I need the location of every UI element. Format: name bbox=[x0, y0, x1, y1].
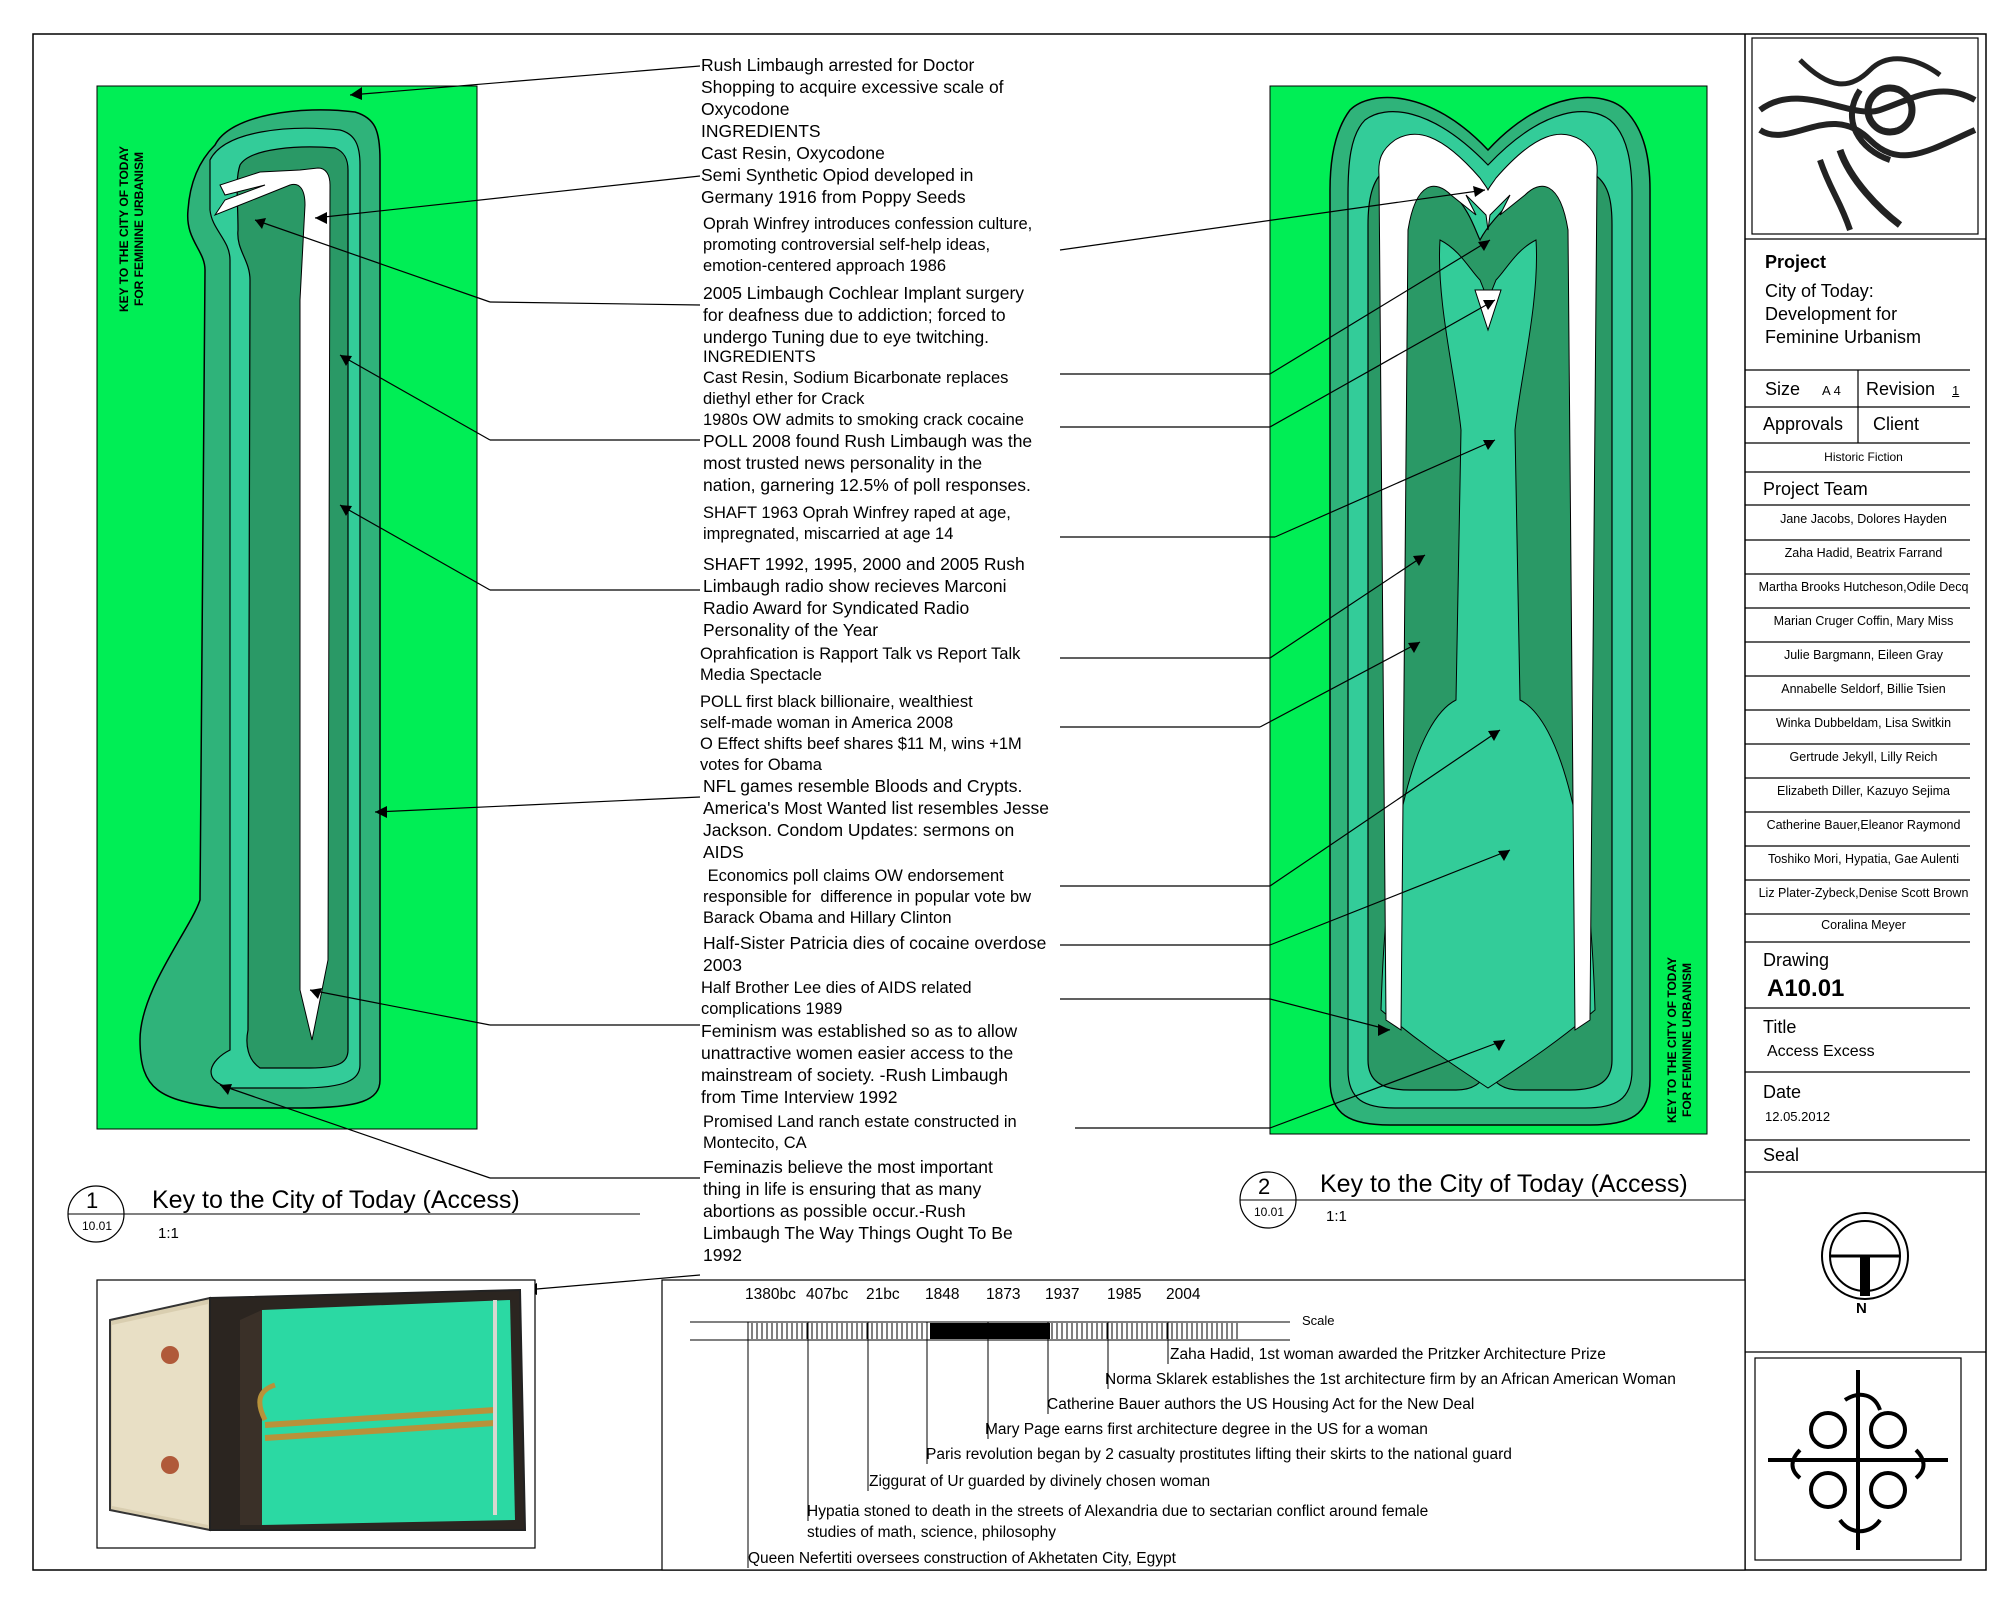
date-label: Date bbox=[1763, 1082, 1802, 1102]
vertical-label-line-1: KEY TO THE CITY OF TODAY bbox=[117, 145, 131, 312]
project-team-member: Toshiko Mori, Hypatia, Gae Aulenti bbox=[1767, 852, 1960, 866]
timeline-year: 1873 bbox=[986, 1286, 1021, 1303]
annotation-line: O Effect shifts beef shares $11 M, wins +1M bbox=[700, 735, 1022, 753]
annotation-line: Limbaugh radio show recieves Marconi bbox=[703, 576, 1007, 596]
annotation-block bbox=[703, 1112, 1103, 1154]
project-team-member: Liz Plater-Zybeck,Denise Scott Brown bbox=[1758, 886, 1969, 900]
annotation-block bbox=[703, 282, 1103, 348]
timeline-year: 1380bc bbox=[745, 1286, 796, 1303]
project-team-member: Coralina Meyer bbox=[1821, 918, 1906, 932]
annotation-line: NFL games resemble Bloods and Crypts. bbox=[703, 776, 1023, 796]
timeline-event: studies of math, science, philosophy bbox=[807, 1524, 1056, 1541]
annotation-line: Germany 1916 from Poppy Seeds bbox=[701, 187, 966, 207]
left-vertical-label bbox=[117, 146, 147, 312]
timeline-scale-label: Scale bbox=[1302, 1313, 1335, 1328]
annotation-line: Limbaugh The Way Things Ought To Be bbox=[703, 1223, 1013, 1243]
annotation-line: Rush Limbaugh arrested for Doctor bbox=[701, 55, 975, 75]
annotation-line: SHAFT 1963 Oprah Winfrey raped at age, bbox=[703, 504, 1011, 522]
view-1-number: 1 bbox=[86, 1188, 99, 1213]
size-value: A 4 bbox=[1822, 383, 1841, 398]
project-team-member: Marian Cruger Coffin, Mary Miss bbox=[1773, 614, 1954, 628]
annotation-line: Cast Resin, Oxycodone bbox=[701, 143, 885, 163]
annotation-line: nation, garnering 12.5% of poll responses. bbox=[703, 475, 1031, 495]
vertical-label-line-1: KEY TO THE CITY OF TODAY bbox=[1665, 956, 1679, 1123]
view-1-title: Key to the City of Today (Access) bbox=[152, 1186, 520, 1214]
project-team-member: Annabelle Seldorf, Billie Tsien bbox=[1781, 682, 1946, 696]
north-label: N bbox=[1856, 1300, 1867, 1317]
view-2-number: 2 bbox=[1258, 1174, 1271, 1199]
view-1-scale: 1:1 bbox=[158, 1225, 179, 1242]
project-name-line-1: City of Today: bbox=[1765, 281, 1874, 301]
timeline-year: 1985 bbox=[1107, 1286, 1142, 1303]
drawing-label: Drawing bbox=[1763, 950, 1830, 970]
annotation-line: AIDS bbox=[703, 842, 744, 862]
annotation-line: impregnated, miscarried at age 14 bbox=[703, 525, 954, 543]
annotation-line: undergo Tuning due to eye twitching. bbox=[703, 327, 990, 347]
annotation-line: Oprah Winfrey introduces confession culture, bbox=[703, 215, 1033, 233]
annotation-block bbox=[703, 775, 1103, 863]
annotation-line: responsible for difference in popular vote bw bbox=[703, 888, 1032, 906]
project-label: Project bbox=[1765, 252, 1827, 272]
annotation-block bbox=[703, 430, 1103, 496]
case-photo bbox=[97, 1280, 535, 1548]
annotation-block bbox=[703, 866, 1103, 929]
annotation-line: votes for Obama bbox=[700, 756, 822, 774]
size-label: Size bbox=[1765, 379, 1801, 399]
timeline-year: 21bc bbox=[866, 1286, 900, 1303]
timeline-event: Norma Sklarek establishes the 1st architecture firm by an African American Woman bbox=[1105, 1371, 1676, 1388]
vertical-label-line-2: FOR FEMININE URBANISM bbox=[132, 151, 146, 306]
timeline-event: Ziggurat of Ur guarded by divinely chosen woman bbox=[869, 1473, 1211, 1490]
date-value: 12.05.2012 bbox=[1765, 1109, 1831, 1124]
annotation-line: 2005 Limbaugh Cochlear Implant surgery bbox=[703, 283, 1025, 303]
view-2-ref: 10.01 bbox=[1254, 1205, 1285, 1219]
annotation-line: unattractive women easier access to the bbox=[701, 1043, 1014, 1063]
timeline-event: Paris revolution began by 2 casualty prostitutes lifting their skirts to the national guard bbox=[926, 1446, 1512, 1463]
seal-label: Seal bbox=[1763, 1145, 1800, 1165]
right-vertical-label bbox=[1665, 957, 1695, 1123]
client-label: Client bbox=[1873, 414, 1920, 434]
annotation-line: mainstream of society. -Rush Limbaugh bbox=[701, 1065, 1009, 1085]
project-team-member: Zaha Hadid, Beatrix Farrand bbox=[1784, 546, 1943, 560]
annotation-block bbox=[703, 214, 1103, 277]
annotation-line: emotion-centered approach 1986 bbox=[703, 257, 947, 275]
annotation-line: 2003 bbox=[703, 955, 742, 975]
annotation-line: thing in life is ensuring that as many bbox=[703, 1179, 982, 1199]
annotation-line: Promised Land ranch estate constructed in bbox=[703, 1113, 1017, 1131]
project-team-member: Catherine Bauer,Eleanor Raymond bbox=[1766, 818, 1961, 832]
annotation-line: Half-Sister Patricia dies of cocaine overdose bbox=[703, 933, 1047, 953]
revision-label: Revision bbox=[1866, 379, 1936, 399]
timeline-event: Mary Page earns first architecture degree in the US for a woman bbox=[985, 1421, 1428, 1438]
annotation-line: Radio Award for Syndicated Radio bbox=[703, 598, 970, 618]
annotation-block bbox=[703, 932, 1103, 976]
timeline-year: 407bc bbox=[806, 1286, 849, 1303]
annotation-line: POLL 2008 found Rush Limbaugh was the bbox=[703, 431, 1033, 451]
timeline-event: Zaha Hadid, 1st woman awarded the Pritzker Architecture Prize bbox=[1170, 1346, 1606, 1363]
annotation-line: Half Brother Lee dies of AIDS related bbox=[701, 979, 972, 997]
annotation-line: self-made woman in America 2008 bbox=[700, 714, 954, 732]
project-team-member: Elizabeth Diller, Kazuyo Sejima bbox=[1777, 784, 1950, 798]
annotation-line: Oprahfication is Rapport Talk vs Report Talk bbox=[700, 645, 1021, 663]
annotation-block bbox=[703, 503, 1103, 545]
annotation-block bbox=[703, 1156, 1103, 1266]
drawing-number: A10.01 bbox=[1767, 975, 1845, 1002]
project-name-line-3: Feminine Urbanism bbox=[1765, 327, 1922, 347]
annotation-line: promoting controversial self-help ideas, bbox=[703, 236, 991, 254]
annotation-line: Semi Synthetic Opiod developed in bbox=[701, 165, 974, 185]
timeline-year: 1848 bbox=[925, 1286, 960, 1303]
annotation-line: Montecito, CA bbox=[703, 1134, 807, 1152]
annotation-block bbox=[701, 1020, 1101, 1108]
vertical-label-line-2: FOR FEMININE URBANISM bbox=[1680, 962, 1694, 1117]
annotation-line: INGREDIENTS bbox=[701, 121, 821, 141]
project-team-member: Martha Brooks Hutcheson,Odile Decq bbox=[1758, 580, 1969, 594]
annotation-line: Personality of the Year bbox=[703, 620, 879, 640]
annotation-line: America's Most Wanted list resembles Jesse bbox=[703, 798, 1049, 818]
annotation-block bbox=[701, 54, 1101, 208]
annotation-line: Barack Obama and Hillary Clinton bbox=[703, 909, 952, 927]
annotation-block bbox=[703, 553, 1103, 641]
annotation-line: diethyl ether for Crack bbox=[703, 390, 865, 408]
title-value: Access Excess bbox=[1767, 1043, 1875, 1060]
north-arrow-icon bbox=[1822, 1213, 1908, 1299]
timeline-year: 1937 bbox=[1045, 1286, 1080, 1303]
annotation-line: INGREDIENTS bbox=[703, 348, 816, 366]
annotation-line: 1992 bbox=[703, 1245, 742, 1265]
right-key-drawing bbox=[1330, 98, 1650, 1125]
annotation-block bbox=[703, 347, 1103, 431]
annotation-line: POLL first black billionaire, wealthiest bbox=[700, 693, 973, 711]
timeline-event: Queen Nefertiti oversees construction of Akhetaten City, Egypt bbox=[748, 1550, 1176, 1567]
annotation-block bbox=[700, 644, 1100, 686]
view-2-title: Key to the City of Today (Access) bbox=[1320, 1170, 1688, 1198]
annotation-line: Feminazis believe the most important bbox=[703, 1157, 993, 1177]
annotation-line: from Time Interview 1992 bbox=[701, 1087, 898, 1107]
annotation-line: abortions as possible occur.-Rush bbox=[703, 1201, 966, 1221]
project-team-member: Jane Jacobs, Dolores Hayden bbox=[1780, 512, 1947, 526]
annotation-line: Cast Resin, Sodium Bicarbonate replaces bbox=[703, 369, 1009, 387]
timeline-event: Hypatia stoned to death in the streets of Alexandria due to sectarian conflict around female bbox=[807, 1503, 1429, 1520]
title-label: Title bbox=[1763, 1017, 1797, 1037]
approvals-label: Approvals bbox=[1763, 414, 1844, 434]
annotation-line: 1980s OW admits to smoking crack cocaine bbox=[703, 411, 1024, 429]
timeline-year: 2004 bbox=[1166, 1286, 1201, 1303]
project-team-member: Julie Bargmann, Eileen Gray bbox=[1783, 648, 1944, 662]
project-team-member: Gertrude Jekyll, Lilly Reich bbox=[1789, 750, 1938, 764]
annotation-line: Oxycodone bbox=[701, 99, 790, 119]
project-team-label: Project Team bbox=[1763, 479, 1868, 499]
project-name-line-2: Development for bbox=[1765, 304, 1898, 324]
view-1-ref: 10.01 bbox=[82, 1219, 113, 1233]
annotation-line: Feminism was established so as to allow bbox=[701, 1021, 1018, 1041]
client-value: Historic Fiction bbox=[1824, 450, 1903, 464]
annotation-line: Shopping to acquire excessive scale of bbox=[701, 77, 1004, 97]
project-team-member: Winka Dubbeldam, Lisa Switkin bbox=[1775, 716, 1952, 730]
revision-value: 1 bbox=[1952, 383, 1960, 398]
annotation-line: for deafness due to addiction; forced to bbox=[703, 305, 1006, 325]
view-2-scale: 1:1 bbox=[1326, 1208, 1347, 1225]
annotation-block bbox=[700, 692, 1100, 776]
annotation-line: Jackson. Condom Updates: sermons on bbox=[703, 820, 1015, 840]
annotation-line: SHAFT 1992, 1995, 2000 and 2005 Rush bbox=[703, 554, 1025, 574]
annotation-line: most trusted news personality in the bbox=[703, 453, 983, 473]
annotation-block bbox=[701, 978, 1101, 1020]
annotation-line: Economics poll claims OW endorsement bbox=[703, 867, 1004, 885]
annotation-line: Media Spectacle bbox=[700, 666, 822, 684]
annotation-line: complications 1989 bbox=[701, 1000, 843, 1018]
timeline-event: Catherine Bauer authors the US Housing Act for the New Deal bbox=[1047, 1396, 1475, 1413]
